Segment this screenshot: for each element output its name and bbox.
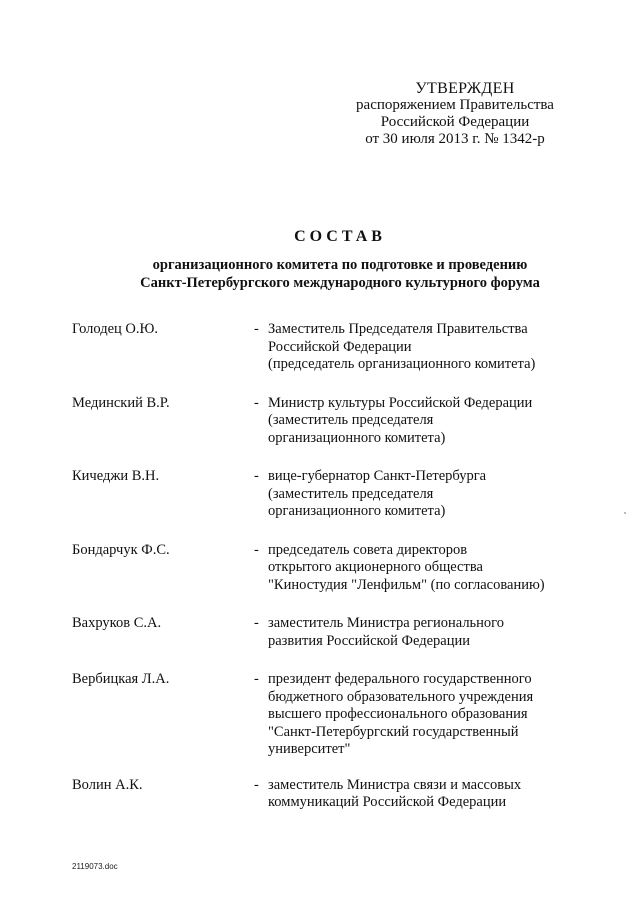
member-dash: - bbox=[254, 321, 259, 337]
member-name: Волин А.К. bbox=[72, 776, 143, 793]
member-row bbox=[72, 395, 592, 448]
member-name: Бондарчук Ф.С. bbox=[72, 541, 170, 558]
document-heading bbox=[60, 228, 620, 292]
approval-line-1: распоряжением Правительства bbox=[356, 97, 554, 113]
member-role: вице-губернатор Санкт-Петербурга (заместитель председателя организационного комитета) bbox=[268, 468, 487, 519]
member-name: Вербицкая Л.А. bbox=[72, 671, 170, 687]
approval-line-2: Российской Федерации bbox=[380, 114, 530, 130]
member-row bbox=[72, 468, 592, 521]
member-row bbox=[72, 615, 592, 650]
member-name: Мединский В.Р. bbox=[72, 394, 170, 411]
member-row bbox=[72, 542, 592, 595]
member-dash: - bbox=[254, 541, 259, 558]
member-name: Вахруков С.А. bbox=[72, 615, 162, 631]
document-subtitle-line-1: организационного комитета по подготовке и проведению bbox=[152, 257, 528, 273]
member-role: президент федерального государственного бюджетного образовательного учреждения высшего профессионального образования "Санкт-Петербургский государственный университет" bbox=[268, 671, 534, 757]
member-dash: - bbox=[254, 394, 259, 411]
member-row bbox=[72, 321, 592, 374]
member-dash: - bbox=[254, 468, 259, 484]
document-title: СОСТАВ bbox=[294, 228, 386, 245]
member-role: заместитель Министра связи и массовых коммуникаций Российской Федерации bbox=[268, 776, 522, 810]
member-row bbox=[72, 671, 592, 759]
members-list bbox=[72, 321, 592, 812]
member-role: председатель совета директоров открытого акционерного общества "Киностудия "Ленфильм" (по согласованию) bbox=[268, 541, 545, 593]
approval-stamp bbox=[340, 80, 570, 148]
member-role: заместитель Министра регионального развития Российской Федерации bbox=[268, 615, 505, 649]
member-dash: - bbox=[254, 671, 259, 687]
scan-speck bbox=[624, 512, 626, 514]
member-name: Кичеджи В.Н. bbox=[72, 468, 160, 484]
member-role: Заместитель Председателя Правительства Российской Федерации (председатель организационного комитета) bbox=[268, 321, 536, 372]
footer-filename: 2119073.doc bbox=[72, 862, 118, 871]
approval-line-3: от 30 июля 2013 г. № 1342-р bbox=[365, 131, 545, 147]
member-role: Министр культуры Российской Федерации (заместитель председателя организационного комитета) bbox=[268, 394, 533, 446]
member-row bbox=[72, 777, 592, 812]
member-dash: - bbox=[254, 776, 259, 793]
approved-label: УТВЕРЖДЕН bbox=[415, 80, 515, 97]
member-dash: - bbox=[254, 615, 259, 631]
member-name: Голодец О.Ю. bbox=[72, 321, 159, 337]
document-subtitle-line-2: Санкт-Петербургского международного культурного форума bbox=[140, 275, 540, 291]
